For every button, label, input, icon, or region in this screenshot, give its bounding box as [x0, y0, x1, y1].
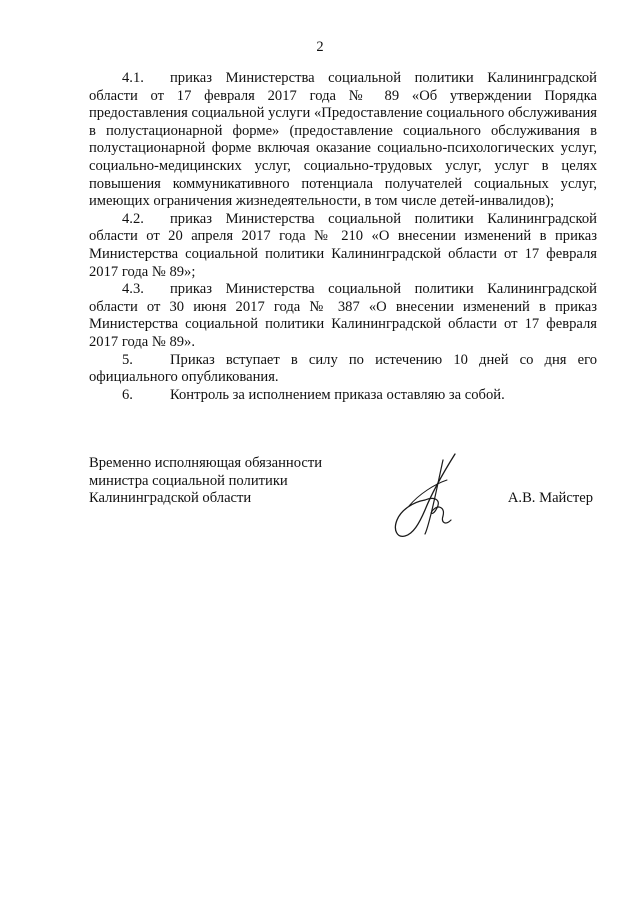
- paragraph-5: [89, 352, 597, 387]
- paragraph-number: 4.3.: [122, 281, 144, 298]
- paragraph-number: 4.2.: [122, 210, 144, 227]
- signatory-title-line: Калининградской области: [89, 490, 252, 507]
- signatory-name: А.В. Майстер: [507, 490, 593, 506]
- paragraph-text: Приказ вступает в силу по истечению 10 дней со дня его официального опубликования.: [89, 351, 597, 386]
- document-body: [89, 70, 597, 404]
- handwritten-signature: [385, 450, 465, 540]
- paragraph-number: 6.: [122, 386, 133, 403]
- signature-block: [89, 455, 609, 555]
- paragraph-6: [89, 387, 597, 405]
- paragraph-4-1: [89, 70, 597, 211]
- paragraph-text: приказ Министерства социальной политики Калининградской области от 20 апреля 2017 года № 210 «О внесении изменений в приказ Министерства социальной политики Калининградской области от 17 февраля 2017 года № 89»;: [89, 210, 597, 280]
- paragraph-4-2: [89, 211, 597, 281]
- paragraph-4-3: [89, 281, 597, 351]
- paragraph-number: 4.1.: [122, 70, 144, 86]
- paragraph-text: приказ Министерства социальной политики Калининградской области от 17 февраля 2017 года № 89 «Об утверждении Порядка предоставления социальной услуги «Предоставление социального обслуживания в полустационарной форме» (предоставление социального обслуживания в полустационарной форме включая оказание социально-психологических услуг, социально-медицинских услуг, социально-трудовых услуг, услуг в целях повышения коммуникативного потенциала получателей социальных услуг, имеющих ограничения жизнедеятельности, в том числе детей-инвалидов);: [89, 70, 597, 210]
- signatory-title-line: Временно исполняющая обязанности: [89, 455, 323, 471]
- paragraph-text: Контроль за исполнением приказа оставляю за собой.: [170, 386, 505, 403]
- paragraph-number: 5.: [122, 351, 133, 368]
- signatory-title: [89, 455, 369, 508]
- signatory-title-line: министра социальной политики: [89, 472, 288, 489]
- paragraph-text: приказ Министерства социальной политики Калининградской области от 30 июня 2017 года № 387 «О внесении изменений в приказ Министерства социальной политики Калининградской области от 17 февраля 2017 года № 89».: [89, 281, 597, 350]
- page-number: 2: [316, 39, 324, 55]
